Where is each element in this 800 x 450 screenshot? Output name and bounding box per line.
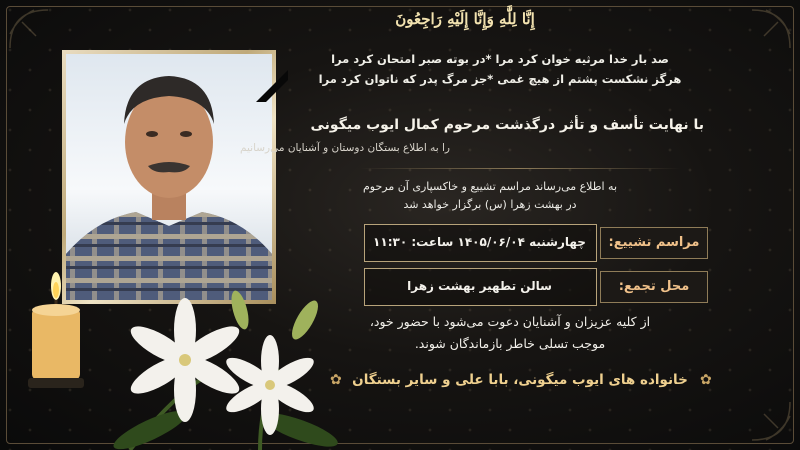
poem-line-1: صد بار خدا مرثیه خوان کرد مرا *در بوته صبر امتحان کرد مرا	[331, 52, 669, 66]
gathering-value: سالن تطهیر بهشت زهرا	[407, 279, 552, 293]
candle-icon	[26, 270, 86, 390]
portrait-figure	[66, 54, 272, 300]
mourning-ribbon-icon	[252, 66, 290, 104]
invitation-line-2: موجب تسلی خاطر بازماندگان شوند.	[414, 336, 606, 351]
announcement-headline: با نهایت تأسف و تأثر درگذشت مرحوم کمال ایوب میگونی	[310, 117, 704, 133]
portrait-frame	[62, 50, 276, 304]
corner-ornament-icon	[722, 8, 792, 78]
flower-ornament-icon: ✿	[700, 372, 712, 388]
flower-ornament-icon: ✿	[330, 372, 342, 388]
ceremony-details	[364, 220, 708, 306]
family-signature: خانواده های ایوب میگونی، بابا علی و سایر بستگان	[352, 372, 688, 388]
quran-verse: إِنَّا لِلَّٰهِ وَإِنَّا إِلَيْهِ رَاجِعُونَ	[395, 10, 535, 28]
gathering-label: محل تجمع:	[600, 271, 708, 303]
announcement-subline: را به اطلاع بستگان دوستان و آشنایان می‌رسانیم	[239, 142, 450, 154]
invitation-line-1: از کلیه عزیزان و آشنایان دعوت می‌شود با حضور خود،	[369, 314, 651, 329]
poem-line-2: هرگز نشکست پشتم از هیچ غمی *جز مرگ پدر که ناتوان کرد مرا	[318, 72, 682, 86]
funeral-notice-line-1: به اطلاع می‌رساند مراسم تشییع و خاکسپاری آن مرحوم	[362, 180, 618, 193]
funeral-value: چهارشنبه ۱۴۰۵/۰۶/۰۴ ساعت: ۱۱:۳۰	[373, 235, 586, 249]
lily-flowers-icon	[90, 280, 350, 450]
divider	[360, 168, 680, 169]
corner-ornament-icon	[722, 372, 792, 442]
funeral-label: مراسم تشییع:	[600, 227, 708, 259]
portrait-photo	[66, 54, 272, 300]
funeral-notice-line-2: در بهشت زهرا (س) برگزار خواهد شد	[403, 198, 577, 211]
